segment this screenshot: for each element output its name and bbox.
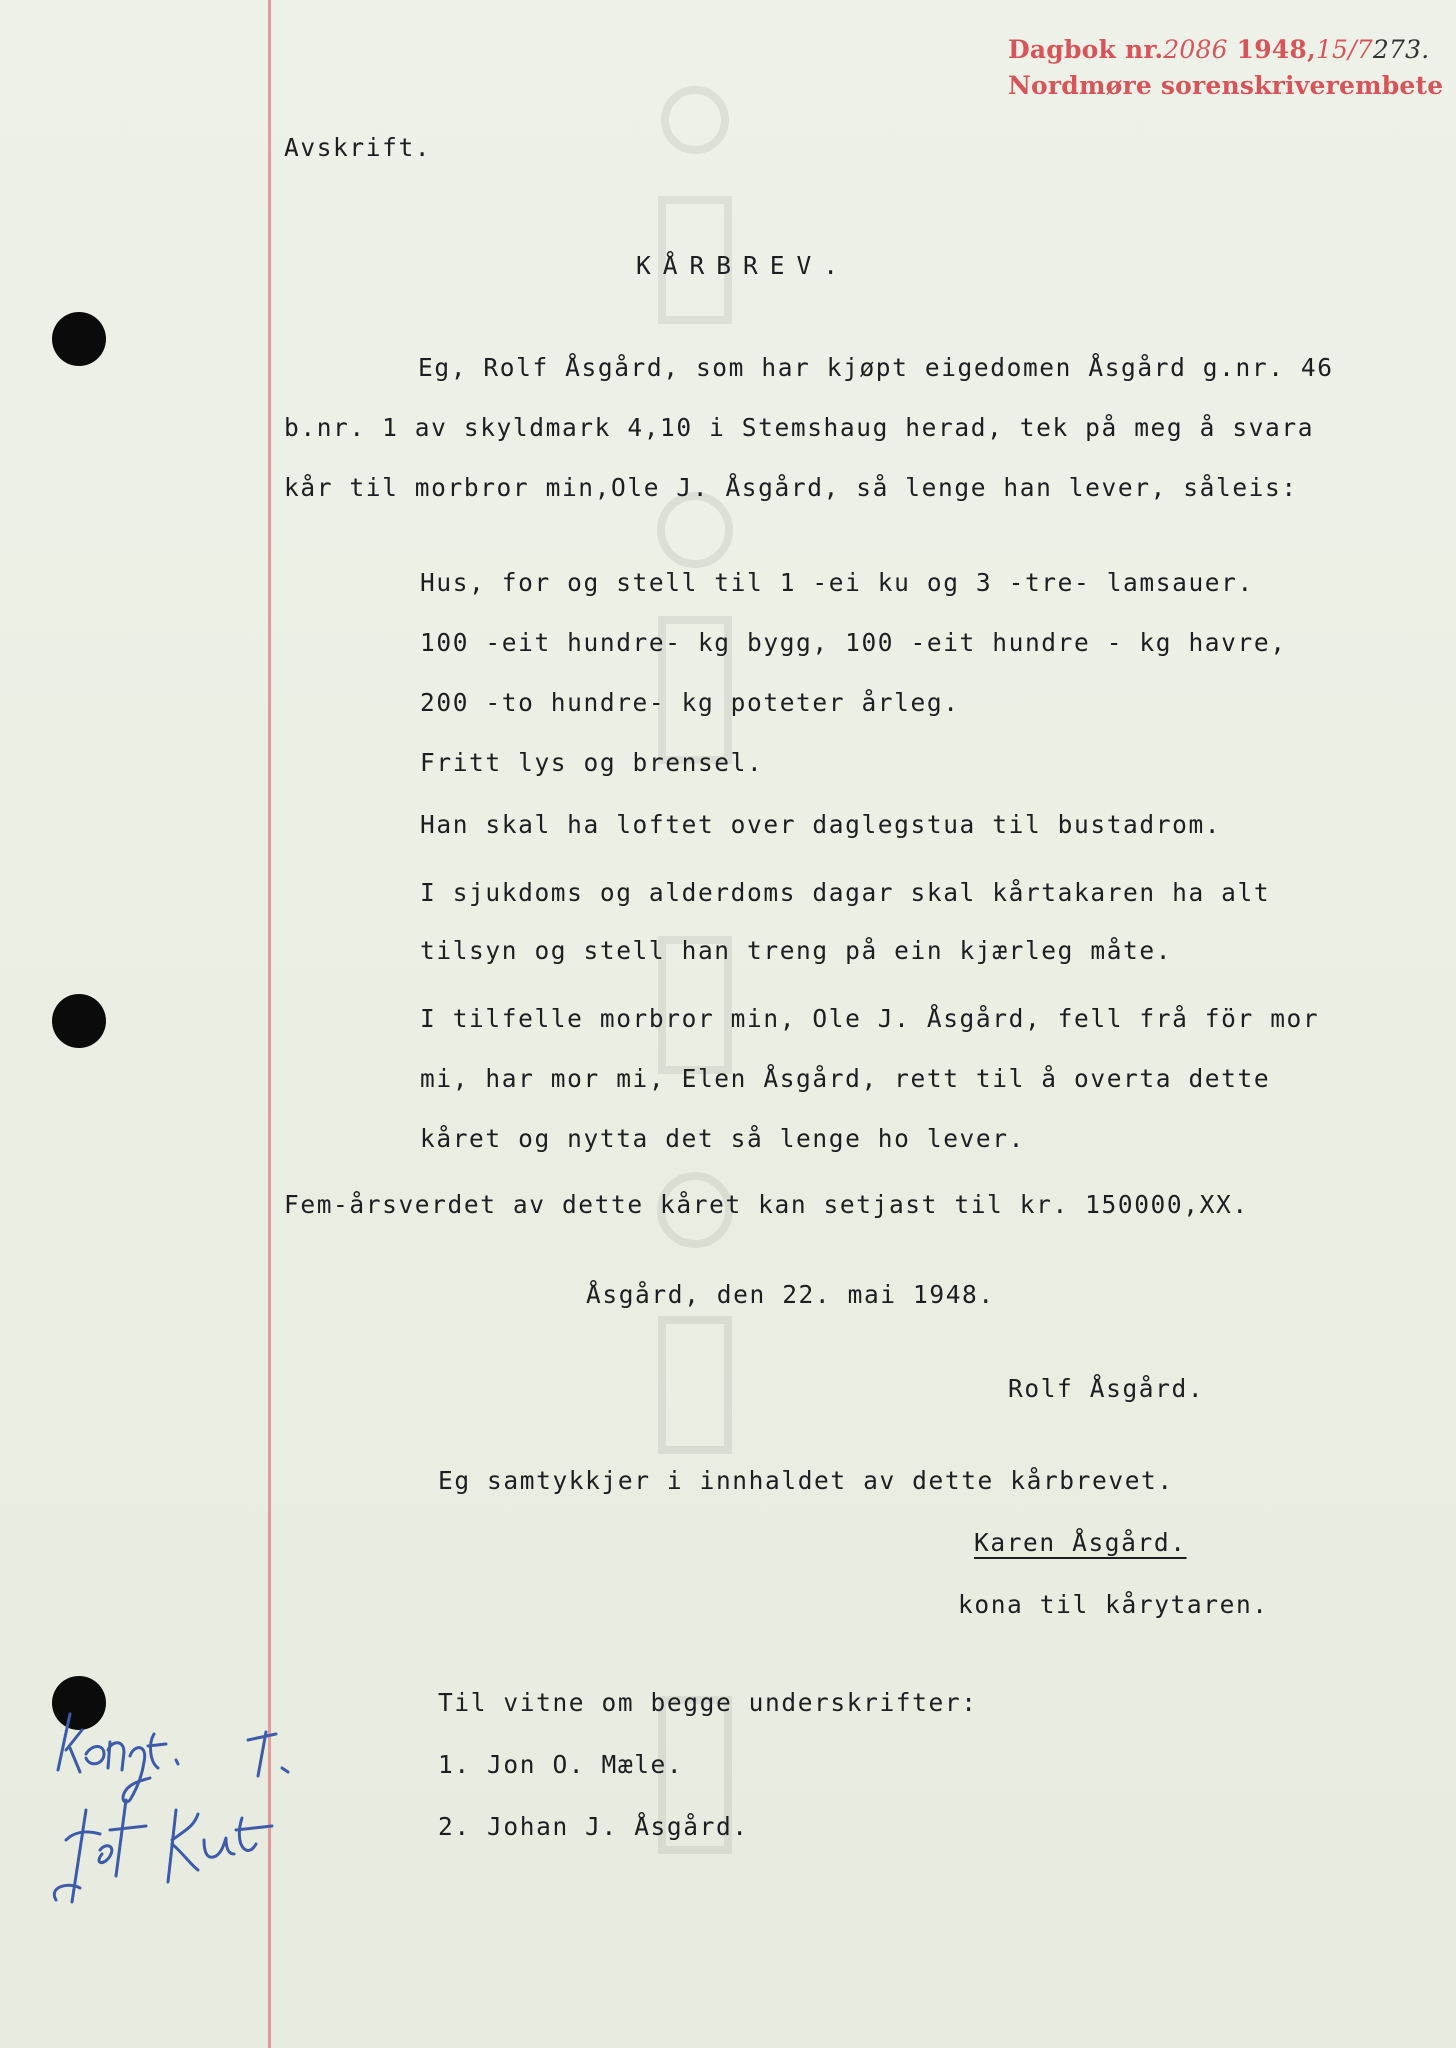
signature-karen: Karen Åsgård. xyxy=(974,1528,1187,1557)
term-line-2: 100 -eit hundre- kg bygg, 100 -eit hundre - kg havre, xyxy=(420,628,1287,657)
term-line-1: Hus, for og stell til 1 -ei ku og 3 -tre- lamsauer. xyxy=(420,568,1254,597)
stamp-line-1 xyxy=(1008,32,1443,68)
term-line-10: kåret og nytta det så lenge ho lever. xyxy=(420,1124,1025,1153)
term-line-4: Fritt lys og brensel. xyxy=(420,748,764,777)
intro-line-1: Eg, Rolf Åsgård, som har kjøpt eigedomen Åsgård g.nr. 46 xyxy=(418,353,1334,382)
stamp-entry-number: 2086 xyxy=(1163,35,1228,64)
term-line-9: mi, har mor mi, Elen Åsgård, rett til å overta dette xyxy=(420,1064,1271,1093)
punch-hole-top xyxy=(52,312,106,366)
witness-1: 1. Jon O. Mæle. xyxy=(438,1750,684,1779)
handwritten-margin-note xyxy=(36,1690,356,1930)
term-line-5: Han skal ha loftet over daglegstua til bustadrom. xyxy=(420,810,1222,839)
stamp-year: 1948, xyxy=(1236,35,1316,64)
signature-rolf: Rolf Åsgård. xyxy=(1008,1374,1205,1403)
term-line-3: 200 -to hundre- kg poteter årleg. xyxy=(420,688,960,717)
term-line-6: I sjukdoms og alderdoms dagar skal kårtakaren ha alt xyxy=(420,878,1271,907)
place-date: Åsgård, den 22. mai 1948. xyxy=(586,1280,995,1309)
document-title: KÅRBREV. xyxy=(636,251,851,280)
stamp-prefix: Dagbok nr. xyxy=(1008,35,1164,64)
signature-karen-role: kona til kårytaren. xyxy=(958,1590,1269,1619)
stamp-line-2: Nordmøre sorenskriverembete xyxy=(1008,71,1444,100)
intro-line-3: kår til morbror min,Ole J. Åsgård, så lenge han lever, såleis: xyxy=(284,473,1298,502)
punch-hole-middle xyxy=(52,994,106,1048)
witness-heading: Til vitne om begge underskrifter: xyxy=(438,1688,978,1717)
consent-line: Eg samtykkjer i innhaldet av dette kårbrevet. xyxy=(438,1466,1174,1495)
registry-stamp xyxy=(1008,32,1443,104)
stamp-hand-date: 15/7 xyxy=(1315,35,1373,64)
term-line-8: I tilfelle morbror min, Ole J. Åsgård, fell frå för mor xyxy=(420,1004,1320,1033)
page-number: 273. xyxy=(1372,35,1430,64)
term-line-7: tilsyn og stell han treng på ein kjærleg måte. xyxy=(420,936,1173,965)
intro-line-2: b.nr. 1 av skyldmark 4,10 i Stemshaug herad, tek på meg å svara xyxy=(284,413,1315,442)
valuation-line: Fem-årsverdet av dette kåret kan setjast til kr. 150000,XX. xyxy=(284,1190,1249,1219)
witness-2: 2. Johan J. Åsgård. xyxy=(438,1812,749,1841)
document-header: Avskrift. xyxy=(284,133,432,162)
